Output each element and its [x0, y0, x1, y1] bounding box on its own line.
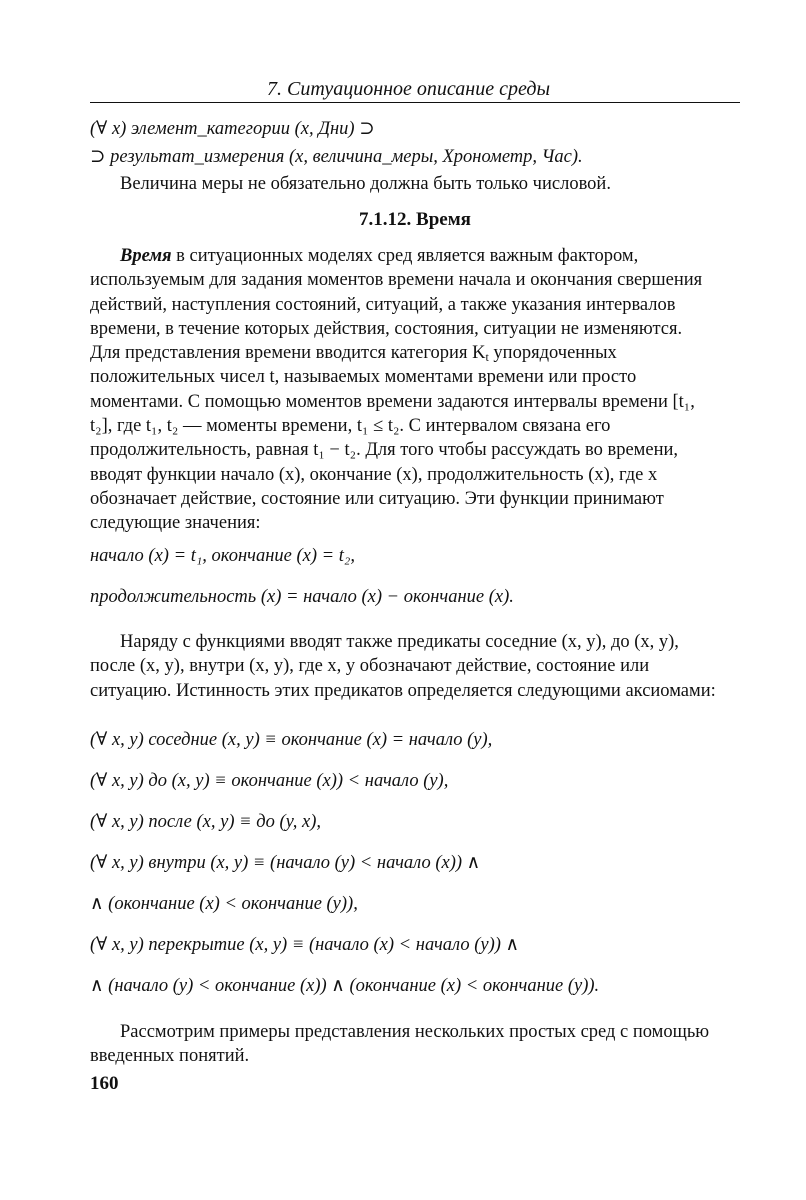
para1-line-12: следующие значения: — [90, 513, 261, 534]
term-time: Время — [120, 246, 172, 266]
axiom-before: (∀ x, y) до (x, y) ≡ окончание (x)) < начало (y), — [90, 771, 449, 791]
para1-line-2: используемым для задания моментов времени начала и окончания свершения — [90, 270, 703, 291]
paragraph-closing — [90, 1020, 740, 1069]
para1-line-1: Время в ситуационных моделях сред является важным фактором, — [120, 246, 639, 266]
formula-category-line-1: (∀ x) элемент_категории (x, Дни) ⊃ — [90, 119, 375, 139]
running-head-text: 7. Ситуационное описание среды — [267, 78, 550, 100]
para2-line-1: Наряду с функциями вводят также предикаты соседние (x, y), до (x, y), — [120, 632, 679, 652]
para1-line-8: t₂], где t₁, t₂ — моменты времени, t₁ ≤ t₂. С интервалом связана его — [90, 416, 611, 437]
paragraph-time-definition — [90, 244, 740, 536]
para1-line-9: продолжительность, равная t₁ − t₂. Для того чтобы рассуждать во времени, — [90, 440, 678, 461]
axiom-overlap-line-2: ∧ (начало (y) < окончание (x)) ∧ (окончание (x) < окончание (y)). — [90, 976, 600, 996]
page-number: 160 — [90, 1073, 119, 1094]
para1-line-5: Для представления времени вводится категория $K_t$ упорядоченных — [90, 343, 617, 365]
axiom-inside-line-2: ∧ (окончание (x) < окончание (y)), — [90, 894, 358, 914]
para1-line-6: положительных чисел t, называемых моментами времени или просто — [90, 367, 637, 388]
para1-line-4: времени, в течение которых действия, состояния, ситуации не изменяются. — [90, 318, 683, 339]
para1-line-11: обозначает действие, состояние или ситуацию. Эти функции принимают — [90, 488, 664, 509]
formula-category-line-2: ⊃ результат_измерения (x, величина_меры, Хронометр, Час). — [90, 147, 583, 167]
section-heading: 7.1.12. Время — [359, 209, 471, 230]
para1-line-7: моментами. С помощью моментов времени задаются интервалы времени [t₁, — [90, 391, 695, 412]
para1-line-3: действий, наступления состояний, ситуаций, а также указания интервалов — [90, 294, 676, 315]
running-head — [90, 78, 740, 103]
para2-line-2: после (x, y), внутри (x, y), где x, y обозначают действие, состояние или — [90, 656, 650, 677]
axiom-overlap-line-1: (∀ x, y) перекрытие (x, y) ≡ (начало (x) < начало (y)) ∧ — [90, 935, 520, 955]
note-text: Величина меры не обязательно должна быть только числовой. — [120, 174, 611, 194]
para1-line-10: вводят функции начало (x), окончание (x), продолжительность (x), где x — [90, 464, 658, 485]
axiom-adjacent: (∀ x, y) соседние (x, y) ≡ окончание (x) = начало (y), — [90, 730, 493, 750]
closing-line-1: Рассмотрим примеры представления нескольких простых сред с помощью — [120, 1022, 710, 1042]
para2-line-3: ситуацию. Истинность этих предикатов определяется следующими аксиомами: — [90, 680, 716, 701]
formula-start-end-values: начало (x) = t₁, окончание (x) = t₂, — [90, 546, 355, 566]
axiom-after: (∀ x, y) после (x, y) ≡ до (y, x), — [90, 812, 322, 832]
closing-line-2: введенных понятий. — [90, 1046, 250, 1067]
paragraph-predicates — [90, 630, 740, 703]
formula-duration-value: продолжительность (x) = начало (x) − окончание (x). — [90, 587, 514, 607]
axiom-inside-line-1: (∀ x, y) внутри (x, y) ≡ (начало (y) < начало (x)) ∧ — [90, 853, 481, 873]
